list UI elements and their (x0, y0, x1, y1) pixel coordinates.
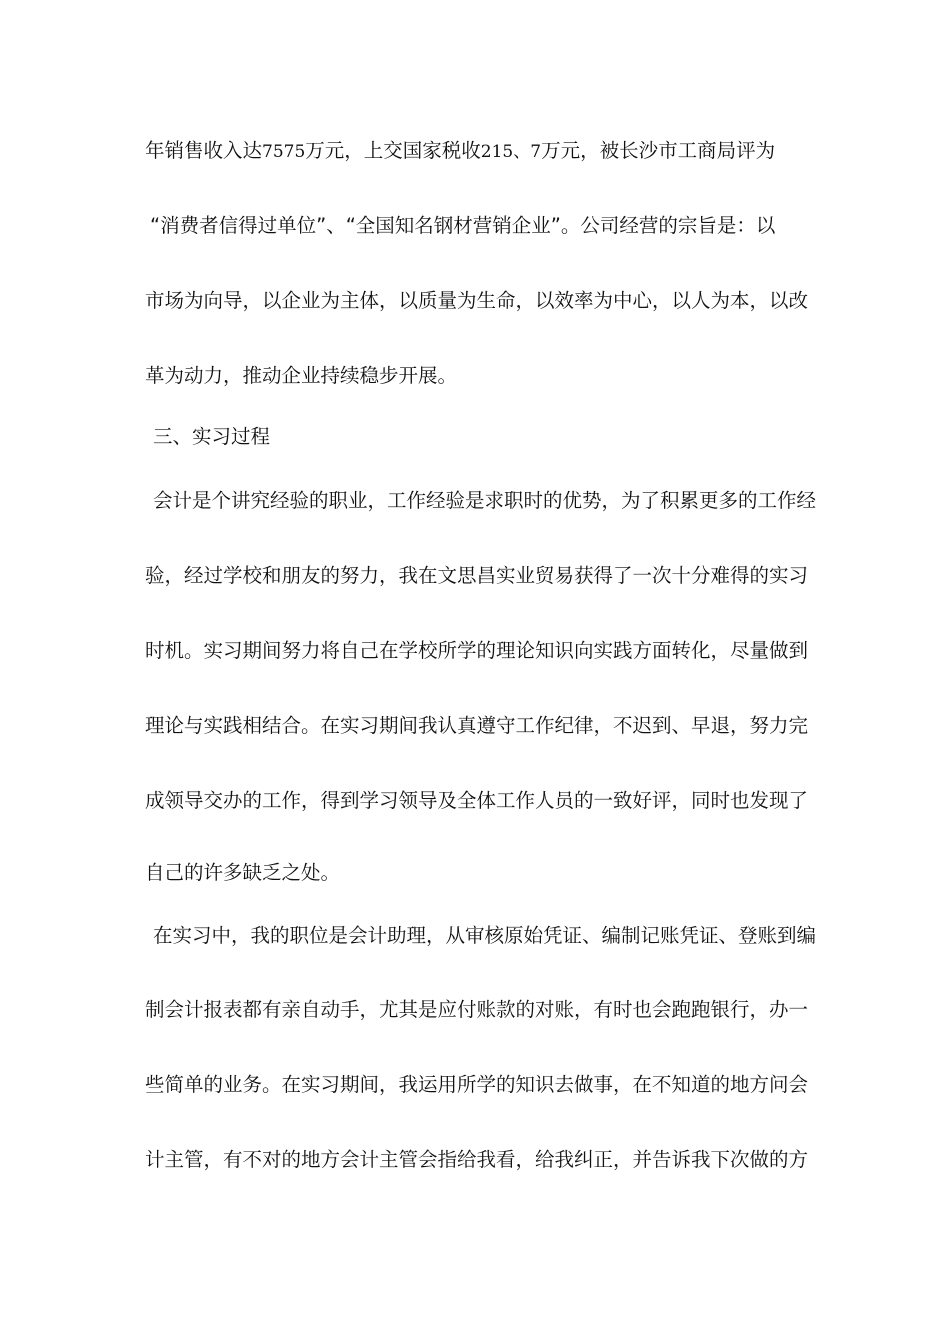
section-heading: 三、实习过程 (153, 425, 271, 448)
paragraph-line (145, 138, 825, 165)
paragraph-line: 在实习中，我的职位是会计助理，从审核原始凭证、编制记账凭证、登账到编 (153, 924, 817, 947)
paragraph-line: 理论与实践相结合。在实习期间我认真遵守工作纪律，不迟到、早退，努力完 (145, 714, 809, 737)
paragraph-line: 制会计报表都有亲自动手，尤其是应付账款的对账，有时也会跑跑银行，办一 (145, 998, 809, 1021)
paragraph-line: 验，经过学校和朋友的努力，我在文思昌实业贸易获得了一次十分难得的实习 (145, 564, 809, 587)
paragraph-line: 计主管，有不对的地方会计主管会指给我看，给我纠正，并告诉我下次做的方 (145, 1148, 809, 1171)
tax-number: 215、7 (480, 142, 542, 162)
paragraph-line: “消费者信得过单位”、“全国知名钢材营销企业”。公司经营的宗旨是：以 (150, 214, 776, 237)
text-segment: 万元，被长沙市工商局评为 (541, 139, 776, 162)
paragraph-line: 时机。实习期间努力将自己在学校所学的理论知识向实践方面转化，尽量做到 (145, 639, 809, 662)
paragraph-line: 会计是个讲究经验的职业，工作经验是求职时的优势，为了积累更多的工作经 (153, 489, 817, 512)
paragraph-line: 革为动力，推动企业持续稳步开展。 (145, 364, 458, 387)
paragraph-line: 市场为向导，以企业为主体，以质量为生命，以效率为中心，以人为本，以改 (145, 289, 809, 312)
text-segment: 年销售收入达 (145, 139, 263, 162)
revenue-number: 7575 (262, 142, 306, 162)
paragraph-line: 些简单的业务。在实习期间，我运用所学的知识去做事，在不知道的地方问会 (145, 1073, 809, 1096)
paragraph-line: 成领导交办的工作，得到学习领导及全体工作人员的一致好评，同时也发现了 (145, 789, 809, 812)
paragraph-line: 自己的许多缺乏之处。 (145, 861, 341, 884)
text-segment: 万元，上交国家税收 (305, 139, 481, 162)
